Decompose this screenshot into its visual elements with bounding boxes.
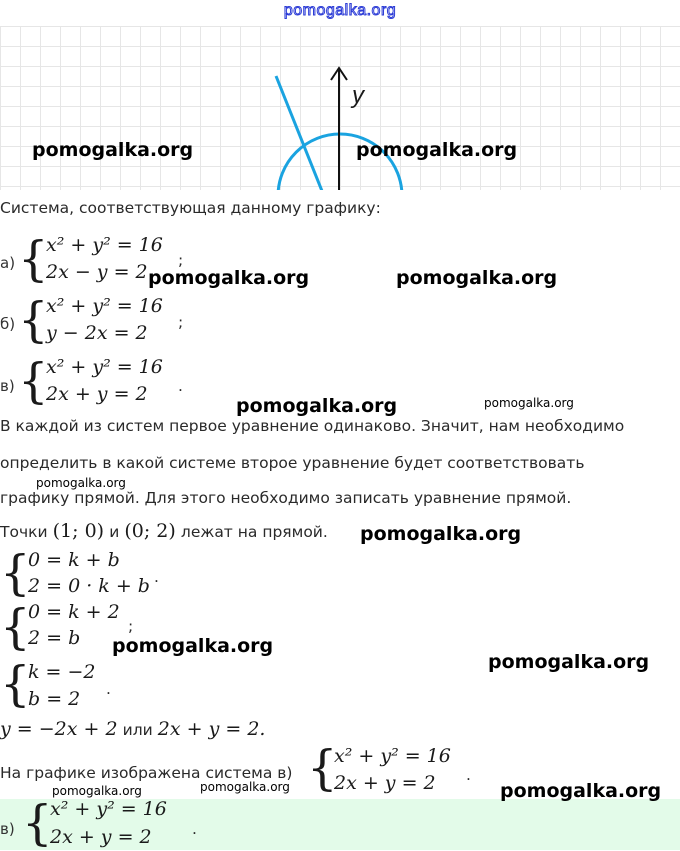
sys2-end: ; [128,617,134,635]
option-a-eq1: x² + y² = 16 [46,234,163,256]
brace: { [18,231,49,287]
option-c-eq1: x² + y² = 16 [46,356,163,378]
sys1-end: . [154,568,159,586]
site-url-header[interactable]: pomogalka.org [283,2,397,19]
option-a-label: а) [0,254,16,272]
watermark: pomogalka.org [360,523,522,545]
sys1-eq2: 2 = 0 · k + b [28,575,150,597]
watermark: pomogalka.org [32,139,194,161]
points-suffix: лежат на прямой. [180,523,328,541]
paragraph-line-1: В каждой из систем первое уравнение одинаково. Значит, нам необходимо [0,417,625,435]
conclusion-eq2: 2x + y = 2 [334,772,436,794]
watermark: pomogalka.org [112,635,274,657]
watermark: pomogalka.org [148,267,310,289]
watermark: pomogalka.org [488,651,650,673]
intro-text: Система, соответствующая данному графику: [0,199,381,217]
watermark: pomogalka.org [236,395,398,417]
conclusion-end: . [466,766,471,784]
paragraph-line-2: определить в какой системе второе уравнение будет соответствовать [0,454,585,472]
graph-svg [0,26,680,190]
points-sentence [0,520,328,542]
watermark: pomogalka.org [396,267,558,289]
sys3-end: . [106,680,111,698]
answer-eq1: x² + y² = 16 [50,798,167,820]
y-axis-label: y [352,82,364,109]
option-a-end: ; [178,251,184,269]
brace: { [18,292,49,348]
option-a-eq2: 2x − y = 2 [46,261,148,283]
graph-figure [0,26,680,190]
option-b-label: б) [0,315,16,333]
brace: { [0,599,31,655]
watermark: pomogalka.org [200,780,290,794]
option-b-eq2: y − 2x = 2 [46,322,148,344]
line-eq-or: или [122,721,153,739]
line-eq-right: 2x + y = 2. [157,718,266,740]
option-c-end: . [178,377,183,395]
point-2: (0; 2) [124,520,176,542]
watermark: pomogalka.org [484,396,574,410]
answer-eq2: 2x + y = 2 [50,826,152,848]
sys1-eq1: 0 = k + b [28,549,120,571]
line-eq-left: y = −2x + 2 [0,718,118,740]
line-equation [0,718,265,740]
option-c-eq2: 2x + y = 2 [46,383,148,405]
brace: { [0,656,31,712]
sys3-eq2: b = 2 [28,688,81,710]
brace: { [0,545,31,601]
sys2-eq1: 0 = k + 2 [28,601,120,623]
watermark: pomogalka.org [356,139,518,161]
paragraph-line-3: графику прямой. Для этого необходимо записать уравнение прямой. [0,489,572,507]
points-prefix: Точки [0,523,48,541]
watermark: pomogalka.org [500,780,662,802]
point-1: (1; 0) [52,520,105,542]
answer-label: в) [0,820,15,838]
sys3-eq1: k = −2 [28,661,96,683]
watermark: pomogalka.org [52,784,142,798]
option-b-end: ; [178,313,184,331]
points-and: и [109,523,120,541]
answer-end: . [192,820,197,838]
brace: { [307,740,338,796]
conclusion-eq1: x² + y² = 16 [334,745,451,767]
option-c-label: в) [0,377,15,395]
sys2-eq2: 2 = b [28,627,81,649]
conclusion-text: На графике изображена система в) [0,764,293,782]
option-b-eq1: x² + y² = 16 [46,295,163,317]
brace: { [22,795,53,851]
watermark: pomogalka.org [36,476,126,490]
brace: { [18,353,49,409]
